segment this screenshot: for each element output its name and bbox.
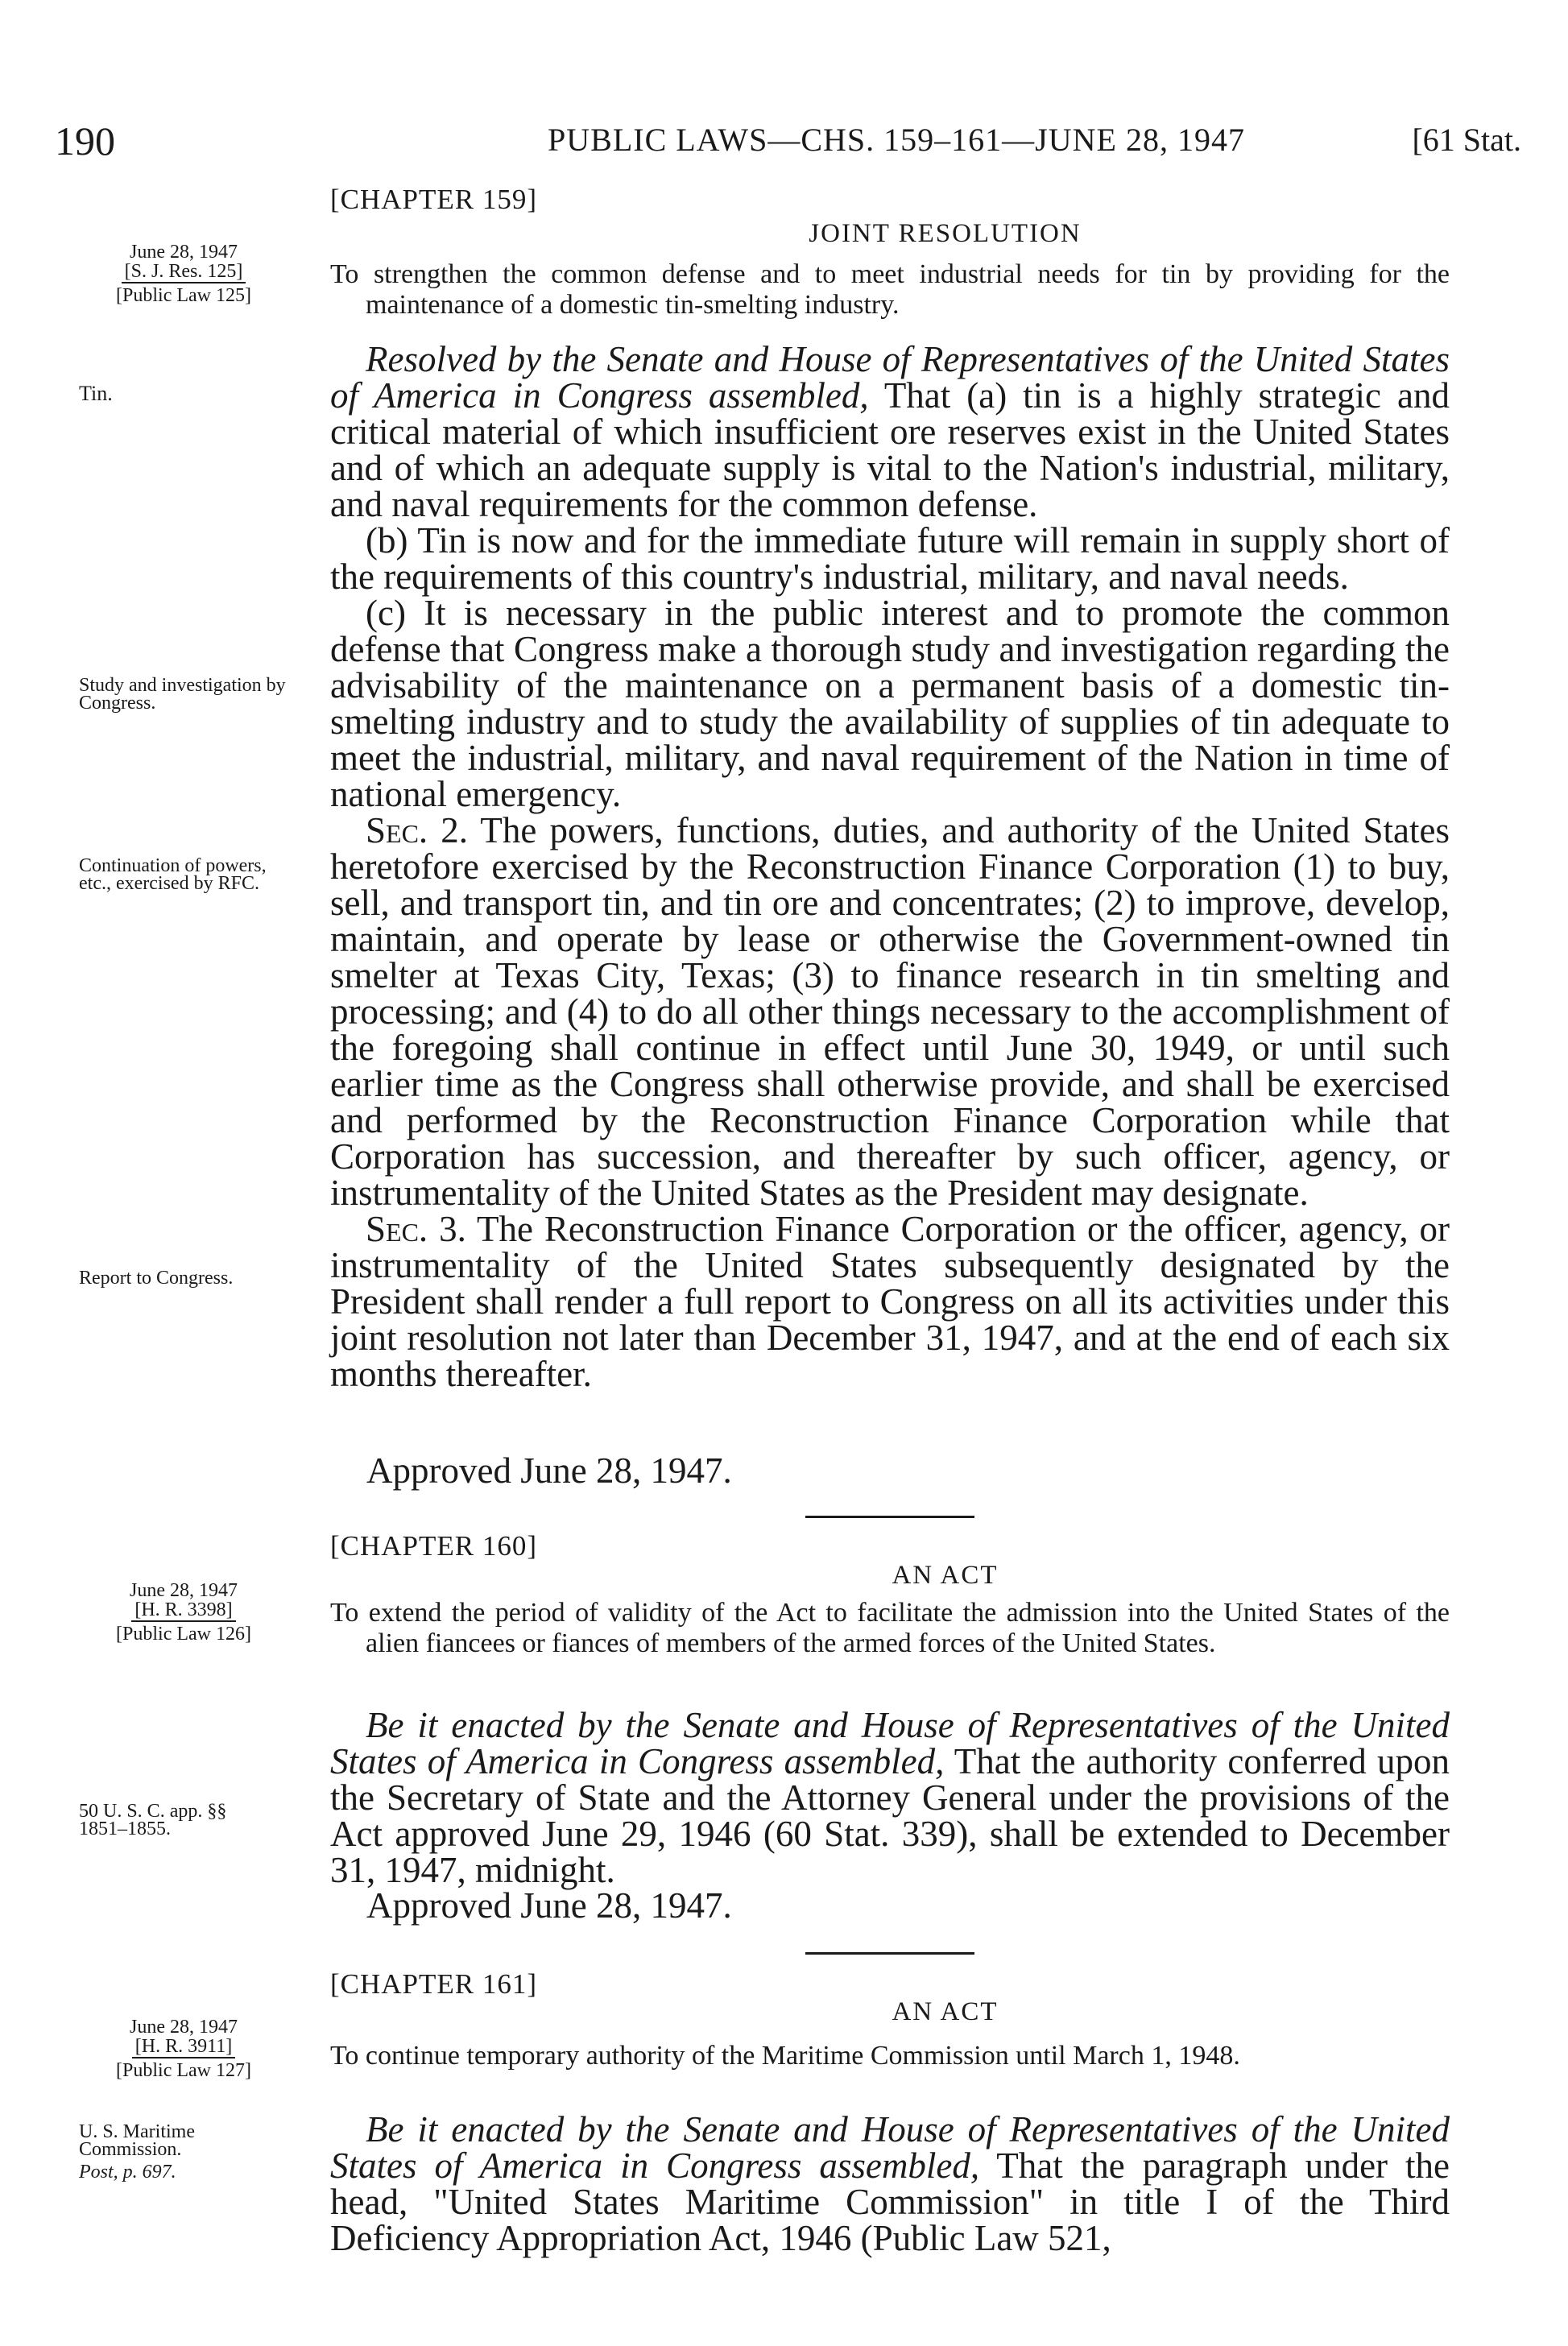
- chapter-161-paragraph: [330, 2109, 1450, 2258]
- paragraph-a-text: That (a) tin is a highly strategic and critical material of which insufficient ore reserves exist in the United States and of which an adequate supply is vital to the Nation's industrial, military, and naval requirements for the common defense.: [330, 375, 1450, 524]
- chapter-161-heading: [CHAPTER 161]: [330, 1968, 538, 2000]
- paragraph-c: (c) It is necessary in the public interest and to promote the common defense that Congress make a thorough study and investigation regarding the advisability of the maintenance on a permanent basis of a domestic tin-smelting industry and to study the availability of supplies of tin adequate to meet the industrial, military, and naval requirement of the Nation in time of national emergency.: [330, 593, 1450, 814]
- section-divider: [805, 1516, 974, 1518]
- chapter-159-title: To strengthen the common defense and to meet industrial needs for tin by providing for the maintenance of a domestic tin-smelting industry.: [330, 259, 1450, 320]
- paragraph-b: (b) Tin is now and for the immediate future will remain in supply short of the requirements of this country's industrial, military, and naval needs.: [330, 520, 1450, 597]
- section-2-label: Sec. 2.: [366, 810, 469, 850]
- section-3-text: The Reconstruction Finance Corporation or the officer, agency, or instrumentality of the United States subsequently designated by the President shall render a full report to Congress on all its activities under this joint resolution not later than December 31, 1947, and at the end of each six months thereafter.: [330, 1209, 1450, 1394]
- chapter-161-margin-date: June 28, 1947: [130, 2017, 238, 2038]
- chapter-161-margin-law: [Public Law 127]: [116, 2060, 251, 2081]
- chapter-160-paragraph: [330, 1707, 1450, 1889]
- running-head: PUBLIC LAWS—CHS. 159–161—JUNE 28, 1947: [548, 122, 1245, 158]
- chapter-160-kind: AN ACT: [892, 1561, 999, 1590]
- margin-note-tin: Tin.: [79, 382, 113, 405]
- margin-note-report: Report to Congress.: [79, 1268, 234, 1289]
- chapter-160-margin-date: June 28, 1947: [130, 1580, 238, 1601]
- chapter-161-text: That the paragraph under the head, "United States Maritime Commission" in title I of the Third Deficiency Appropriation Act, 1946 (Public Law 521,: [330, 2145, 1450, 2258]
- chapter-160-enacting-clause: Be it enacted by the Senate and House of Representatives of the United States of America in Congress assembled,: [330, 1705, 1450, 1781]
- statute-reference: [61 Stat.: [1412, 122, 1521, 158]
- chapter-159-margin-date: June 28, 1947: [130, 242, 238, 263]
- page-number: 190: [55, 118, 115, 163]
- section-3: [330, 1211, 1450, 1392]
- chapter-160-margin-bill: [H. R. 3398]: [79, 1601, 288, 1622]
- enacting-clause: Resolved by the Senate and House of Representatives of the United States of America in Congress assembled,: [330, 339, 1450, 416]
- section-2-text: The powers, functions, duties, and authority of the United States heretofore exercised by the Reconstruction Finance Corporation (1) to buy, sell, and transport tin, and tin ore and concentrates; (2) to improve, develop, maintain, and operate by lease or otherwise the Government-owned tin smelter at Texas City, Texas; (3) to finance research in tin smelting and processing; and (4) to do all other things necessary to the accomplishment of the foregoing shall continue in effect until June 30, 1949, or until such earlier time as the Congress shall otherwise provide, and shall be exercised and performed by the Reconstruction Finance Corporation while that Corporation has succession, and thereafter by such officer, agency, or instrumentality of the United States as the President may designate.: [330, 810, 1450, 1213]
- chapter-161-margin-bill: [H. R. 3911]: [79, 2038, 288, 2058]
- section-2: [330, 810, 1450, 1213]
- chapter-161-enacting-clause: Be it enacted by the Senate and House of Representatives of the United States of America in Congress assembled,: [330, 2109, 1450, 2186]
- chapter-160-text: That the authority conferred upon the Secretary of State and the Attorney General under the provisions of the Act approved June 29, 1946 (60 Stat. 339), shall be extended to December 31, 1947, midnight.: [330, 1741, 1450, 1890]
- margin-note-maritime: U. S. Maritime Commission.: [79, 2121, 195, 2160]
- chapter-159-margin-bill: [S. J. Res. 125]: [79, 263, 288, 283]
- section-3-label: Sec. 3.: [366, 1209, 466, 1249]
- section-divider: [805, 1952, 974, 1955]
- chapter-159-heading: [CHAPTER 159]: [330, 184, 538, 215]
- margin-note-post: Post, p. 697.: [79, 2162, 176, 2183]
- margin-note-continuation: Continuation of powers, etc., exercised by RFC.: [79, 855, 267, 894]
- chapter-160-margin-law: [Public Law 126]: [116, 1624, 251, 1645]
- chapter-160-body: [330, 1707, 1450, 1889]
- chapter-159-margin-law: [Public Law 125]: [116, 285, 251, 306]
- chapter-159-approved: Approved June 28, 1947.: [366, 1450, 732, 1491]
- chapter-161-kind: AN ACT: [892, 1997, 999, 2026]
- chapter-161-body: [330, 2109, 1450, 2258]
- margin-note-usc: 50 U. S. C. app. §§ 1851–1855.: [79, 1801, 227, 1839]
- chapter-159-body: [330, 341, 1450, 1392]
- chapter-161-title: To continue temporary authority of the Maritime Commission until March 1, 1948.: [330, 2041, 1240, 2071]
- margin-note-study: Study and investigation by Congress.: [79, 675, 286, 714]
- paragraph-a: [330, 341, 1450, 523]
- chapter-160-approved: Approved June 28, 1947.: [366, 1885, 732, 1926]
- chapter-160-title: To extend the period of validity of the Act to facilitate the admission into the United States of the alien fiancees or fiances of members of the armed forces of the United States.: [330, 1598, 1450, 1658]
- chapter-159-kind: JOINT RESOLUTION: [809, 219, 1082, 248]
- chapter-160-heading: [CHAPTER 160]: [330, 1530, 538, 1562]
